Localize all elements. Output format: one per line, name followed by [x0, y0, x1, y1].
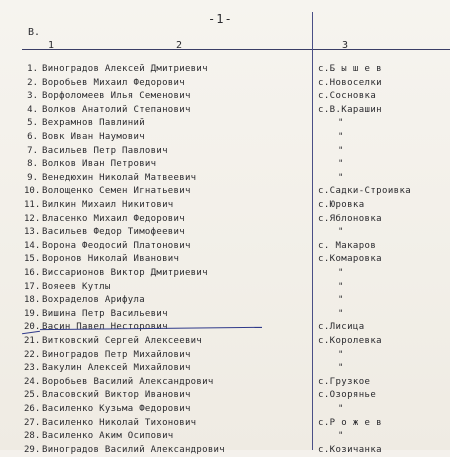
- list-item: [0, 103, 450, 117]
- village-name: ": [338, 227, 344, 238]
- village-name: ": [338, 268, 344, 278]
- person-name: Волков Иван Петрович: [42, 159, 157, 170]
- list-item: [0, 184, 450, 198]
- list-item: [0, 89, 450, 103]
- person-name: Воронов Николай Иванович: [42, 254, 180, 265]
- village-name: ": [338, 363, 344, 374]
- person-name: Волков Анатолий Степанович: [42, 104, 191, 115]
- person-name: Вовк Иван Наумович: [42, 132, 145, 142]
- person-name: Ворона Феодосий Платонович: [42, 240, 191, 251]
- village-name: ": [338, 132, 344, 142]
- row-number: 3.: [27, 91, 38, 102]
- list-item: [0, 375, 450, 389]
- column-header-2: 2: [176, 40, 183, 51]
- person-name: Василенко Николай Тихонович: [42, 417, 197, 428]
- person-name: Вохраделов Арифула: [42, 295, 145, 306]
- list-item: [0, 116, 450, 130]
- list-item: [0, 76, 450, 90]
- row-number: 28.: [24, 431, 41, 442]
- row-number: 18.: [24, 295, 41, 306]
- list-item: [0, 293, 450, 307]
- village-name: ": [338, 118, 344, 129]
- row-number: 14.: [24, 240, 41, 251]
- header-rule: [22, 49, 450, 50]
- row-number: 2.: [27, 77, 38, 88]
- person-name: Власовский Виктор Иванович: [42, 390, 191, 401]
- person-name: Вилкин Михаил Никитович: [42, 200, 174, 210]
- village-name: с. Макаров: [318, 240, 377, 251]
- village-name: с.Озорянье: [318, 390, 377, 401]
- row-number: 17.: [24, 281, 41, 292]
- row-number: 1.: [27, 64, 38, 74]
- list-item: [0, 171, 450, 185]
- row-number: 15.: [24, 254, 41, 265]
- list-item: [0, 62, 450, 76]
- person-name: Вехрамнов Павлиний: [42, 118, 145, 129]
- row-number: 5.: [27, 118, 38, 129]
- person-name: Виссарионов Виктор Дмитриевич: [42, 268, 208, 278]
- list-item: [0, 252, 450, 266]
- row-number: 9.: [27, 172, 38, 183]
- list-item: [0, 225, 450, 239]
- village-name: с.Садки-Строивка: [318, 186, 412, 197]
- village-name: ": [338, 295, 344, 306]
- village-name: с.Р о ж е в: [318, 417, 383, 428]
- village-name: с.Яблоновка: [318, 213, 383, 224]
- village-name: с.Сосновка: [318, 91, 377, 102]
- list-item: [0, 198, 450, 212]
- village-name: ": [338, 349, 344, 360]
- person-name: Вакулин Алексей Михайлович: [42, 363, 191, 374]
- person-name: Виноградов Василий Александрович: [42, 444, 225, 455]
- list-item: [0, 212, 450, 226]
- person-name: Василенко Кузьма Федорович: [42, 404, 191, 414]
- list-item: [0, 334, 450, 348]
- list-item: [0, 416, 450, 430]
- row-number: 29.: [24, 444, 41, 455]
- person-name: Васильев Федор Тимофеевич: [42, 227, 185, 238]
- list-item: [0, 429, 450, 443]
- village-name: с.Лисица: [318, 322, 365, 333]
- person-name: Васильев Петр Павлович: [42, 145, 168, 156]
- village-name: ": [338, 159, 344, 170]
- list-item: [0, 280, 450, 294]
- row-number: 10.: [24, 186, 41, 197]
- row-number: 19.: [24, 308, 41, 319]
- page-number: -1-: [208, 12, 233, 26]
- person-name: Витковский Сергей Алексеевич: [42, 336, 203, 346]
- list-item: [0, 348, 450, 362]
- list-item: [0, 130, 450, 144]
- list-item: [0, 144, 450, 158]
- village-name: ": [338, 145, 344, 156]
- village-name: с.Юровка: [318, 200, 365, 210]
- village-name: с.В.Карашин: [318, 104, 383, 115]
- village-name: ": [338, 431, 344, 442]
- person-name: Венедюхин Николай Матвеевич: [42, 172, 197, 183]
- row-number: 27.: [24, 417, 41, 428]
- row-number: 13.: [24, 227, 41, 238]
- row-number: 25.: [24, 390, 41, 401]
- list-item: [0, 388, 450, 402]
- list-item: [0, 402, 450, 416]
- person-name: Вояеев Кутлы: [42, 281, 111, 292]
- person-name: Воробьев Василий Александрович: [42, 376, 214, 387]
- list-item: [0, 307, 450, 321]
- list-item: [0, 266, 450, 280]
- village-name: с.Грузкое: [318, 376, 371, 387]
- village-name: с.Комаровка: [318, 254, 383, 265]
- person-name: Волощенко Семен Игнатьевич: [42, 186, 191, 197]
- row-number: 21.: [24, 336, 41, 346]
- village-name: с.Новоселки: [318, 77, 383, 88]
- person-name: Виноградов Алексей Дмитриевич: [42, 64, 208, 74]
- list-item: [0, 157, 450, 171]
- person-name: Василенко Аким Осипович: [42, 431, 174, 442]
- person-name: Виноградов Петр Михайлович: [42, 349, 191, 360]
- person-name: Вишина Петр Васильевич: [42, 308, 168, 319]
- section-letter: В.: [28, 27, 41, 38]
- row-number: 16.: [24, 268, 41, 278]
- row-number: 12.: [24, 213, 41, 224]
- row-number: 8.: [27, 159, 38, 170]
- column-header-1: 1: [48, 40, 55, 51]
- list-item: [0, 239, 450, 253]
- village-name: ": [338, 172, 344, 183]
- column-header-3: 3: [342, 40, 349, 51]
- row-number: 4.: [27, 104, 38, 115]
- row-number: 20.: [24, 322, 41, 333]
- row-number: 11.: [24, 200, 41, 210]
- row-number: 24.: [24, 376, 41, 387]
- person-name: Васин Павел Несторович: [42, 322, 168, 333]
- row-number: 23.: [24, 363, 41, 374]
- village-name: с.Козичанка: [318, 444, 383, 455]
- village-name: с.Б ы ш е в: [318, 64, 383, 74]
- village-name: ": [338, 404, 344, 414]
- person-name: Власенко Михаил Федорович: [42, 213, 185, 224]
- person-name: Воробьев Михаил Федорович: [42, 77, 185, 88]
- row-number: 22.: [24, 349, 41, 360]
- village-name: с.Королевка: [318, 336, 383, 346]
- row-number: 7.: [27, 145, 38, 156]
- list-item: [0, 361, 450, 375]
- person-name: Ворфоломеев Илья Семенович: [42, 91, 191, 102]
- row-number: 6.: [27, 132, 38, 142]
- row-number: 26.: [24, 404, 41, 414]
- village-name: ": [338, 281, 344, 292]
- village-name: ": [338, 308, 344, 319]
